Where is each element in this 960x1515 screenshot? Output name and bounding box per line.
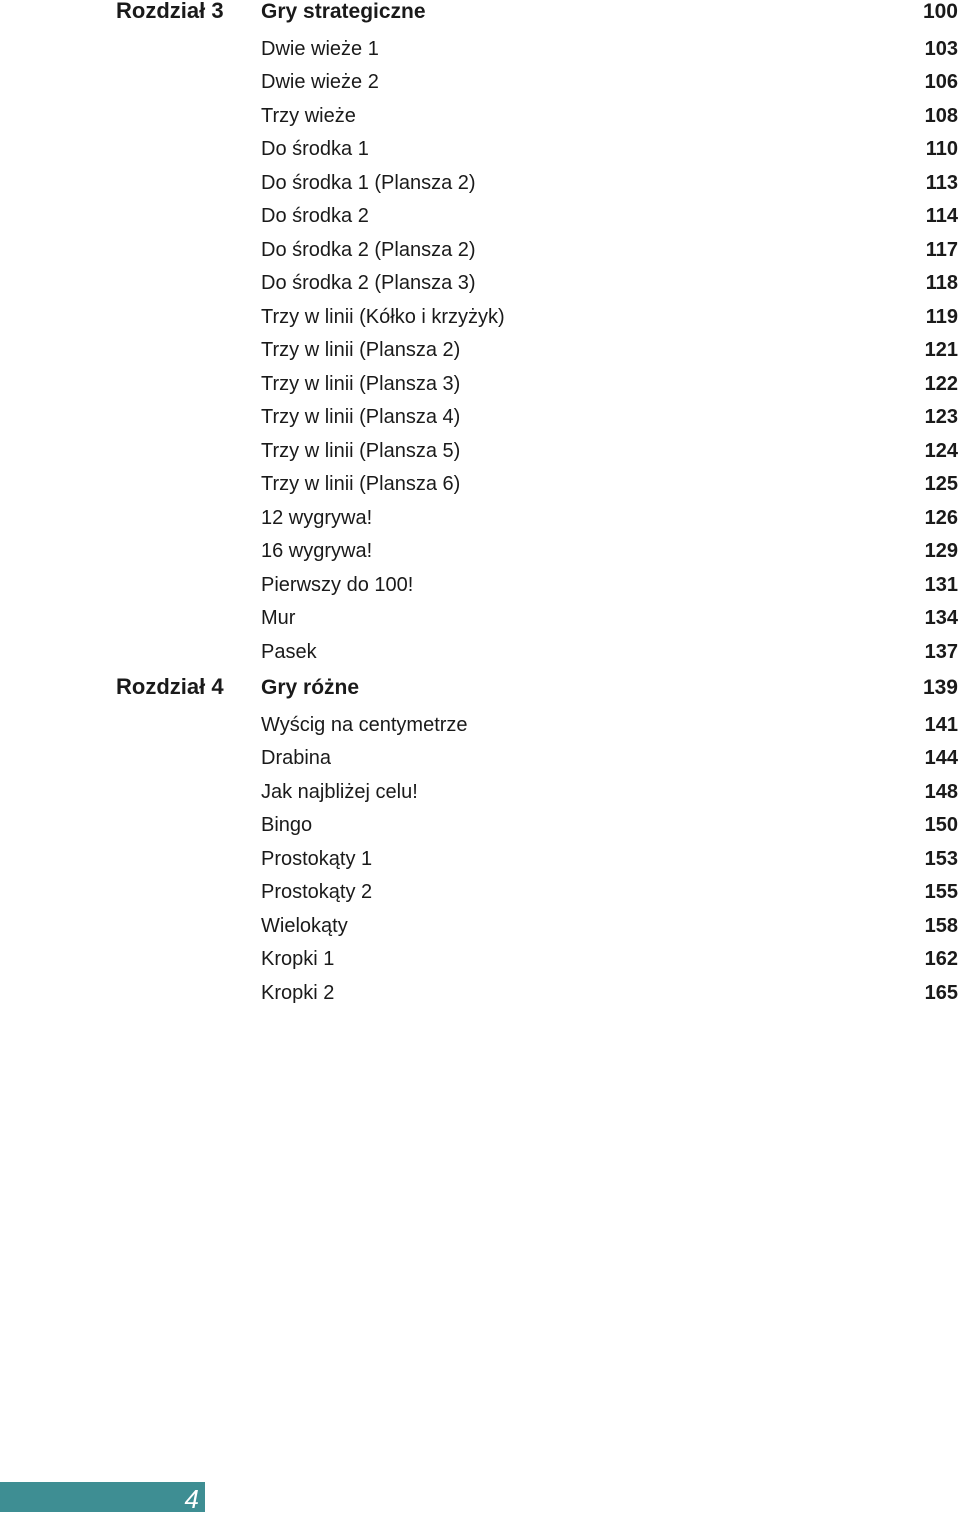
toc-entry-title: Trzy w linii (Plansza 5): [261, 439, 461, 462]
toc-entry-title: Prostokąty 2: [261, 881, 373, 903]
toc-entry-title: Trzy wieże: [261, 104, 356, 127]
toc-entry-page-number: 119: [925, 305, 958, 328]
toc-entry-page-number: 113: [925, 171, 958, 194]
toc-entry-page-number: 165: [924, 981, 958, 1004]
toc-entry-title: Trzy w linii (Plansza 4): [261, 406, 461, 428]
toc-entry-title: Jak najbliżej celu!: [261, 780, 418, 803]
toc-entry-title: Drabina: [261, 747, 332, 769]
toc-entry-page-number: 114: [925, 205, 958, 227]
toc-entry-page-number: 123: [924, 406, 958, 428]
toc-entry: [0, 944, 960, 978]
toc-entry-page-number: 153: [924, 847, 958, 870]
chapter-label: Rozdział 3: [116, 0, 224, 23]
toc-entry-page-number: 124: [924, 439, 958, 462]
toc-entry-page-number: 122: [924, 372, 958, 395]
toc-entry-page-number: 117: [925, 238, 958, 261]
toc-entry-title: Dwie wieże 2: [261, 71, 379, 93]
toc-entry-page-number: 150: [924, 814, 958, 836]
toc-entry-title: Kropki 2: [261, 981, 335, 1004]
toc-entry: [0, 978, 960, 1012]
toc-entry: [0, 777, 960, 811]
toc-entry: [0, 335, 960, 369]
toc-entry-title: Mur: [261, 607, 296, 629]
toc-entry-page-number: 106: [924, 71, 958, 93]
toc-entry-page-number: 141: [924, 713, 958, 736]
toc-entry-title: Do środka 2 (Plansza 2): [261, 238, 476, 261]
toc-entry-title: Trzy w linii (Kółko i krzyżyk): [261, 305, 505, 328]
toc-section: [0, 676, 960, 1011]
toc-entry-page-number: 103: [924, 37, 958, 60]
toc-entry-page-number: 131: [924, 573, 958, 596]
section-page-number: 100: [922, 0, 958, 23]
toc-entry: [0, 34, 960, 68]
toc-entry-page-number: 126: [924, 506, 958, 529]
toc-entry: [0, 743, 960, 777]
toc-entry: [0, 503, 960, 537]
toc-entry-title: Bingo: [261, 814, 313, 836]
toc-entry-page-number: 118: [925, 272, 958, 294]
toc-entry-page-number: 148: [924, 780, 958, 803]
toc-heading-row: [0, 676, 960, 710]
toc-entry: [0, 168, 960, 202]
toc-entry-page-number: 162: [924, 948, 958, 970]
page-number: 4: [184, 1484, 199, 1514]
toc-entry: [0, 302, 960, 336]
toc-entry-title: 12 wygrywa!: [261, 506, 373, 529]
toc-entry-title: Trzy w linii (Plansza 3): [261, 372, 461, 395]
toc-entry-page-number: 121: [924, 339, 958, 361]
toc-entries: [0, 34, 960, 671]
toc-entry: [0, 603, 960, 637]
toc-entry-title: 16 wygrywa!: [261, 540, 373, 562]
toc-entry: [0, 268, 960, 302]
toc-entry-page-number: 137: [924, 640, 958, 663]
toc-entry: [0, 637, 960, 671]
toc-entry: [0, 101, 960, 135]
toc-section: [0, 0, 960, 670]
toc-entry-title: Trzy w linii (Plansza 2): [261, 339, 461, 361]
toc-entry-page-number: 158: [924, 914, 958, 937]
toc-entry: [0, 810, 960, 844]
chapter-label: Rozdział 4: [116, 674, 224, 699]
toc-entry-page-number: 134: [924, 607, 958, 629]
toc-entry: [0, 436, 960, 470]
toc-entry: [0, 710, 960, 744]
toc-entry-title: Wyścig na centymetrze: [261, 713, 468, 736]
toc-entries: [0, 710, 960, 1012]
toc-entry-page-number: 125: [924, 473, 958, 495]
toc-entry-title: Kropki 1: [261, 948, 335, 970]
toc-entry-title: Pierwszy do 100!: [261, 573, 414, 596]
toc-entry: [0, 877, 960, 911]
section-page-number: 139: [922, 676, 958, 699]
toc-entry-title: Pasek: [261, 640, 317, 663]
toc-entry: [0, 134, 960, 168]
toc-entry: [0, 570, 960, 604]
toc-entry: [0, 536, 960, 570]
toc-entry: [0, 235, 960, 269]
toc-entry: [0, 469, 960, 503]
toc-entry-page-number: 108: [924, 104, 958, 127]
toc-entry: [0, 844, 960, 878]
page-number-tab: [0, 1482, 205, 1512]
toc-entry-title: Do środka 1: [261, 138, 369, 160]
section-title: Gry różne: [261, 676, 360, 699]
toc-entry-title: Prostokąty 1: [261, 847, 373, 870]
toc-entry-title: Wielokąty: [261, 914, 348, 937]
toc-entry-page-number: 144: [924, 747, 958, 769]
toc-entry: [0, 402, 960, 436]
toc-entry-page-number: 110: [925, 138, 958, 160]
toc-entry-title: Do środka 1 (Plansza 2): [261, 171, 476, 194]
toc-entry-title: Trzy w linii (Plansza 6): [261, 473, 461, 495]
toc-entry: [0, 201, 960, 235]
toc-entry-title: Dwie wieże 1: [261, 37, 379, 60]
toc-entry: [0, 911, 960, 945]
toc-entry-title: Do środka 2 (Plansza 3): [261, 272, 476, 294]
toc-entry-page-number: 129: [924, 540, 958, 562]
toc-entry-page-number: 155: [924, 881, 958, 903]
toc-entry: [0, 369, 960, 403]
toc-entry: [0, 67, 960, 101]
section-title: Gry strategiczne: [261, 0, 426, 23]
toc-entry-title: Do środka 2: [261, 205, 369, 227]
toc-heading-row: [0, 0, 960, 34]
